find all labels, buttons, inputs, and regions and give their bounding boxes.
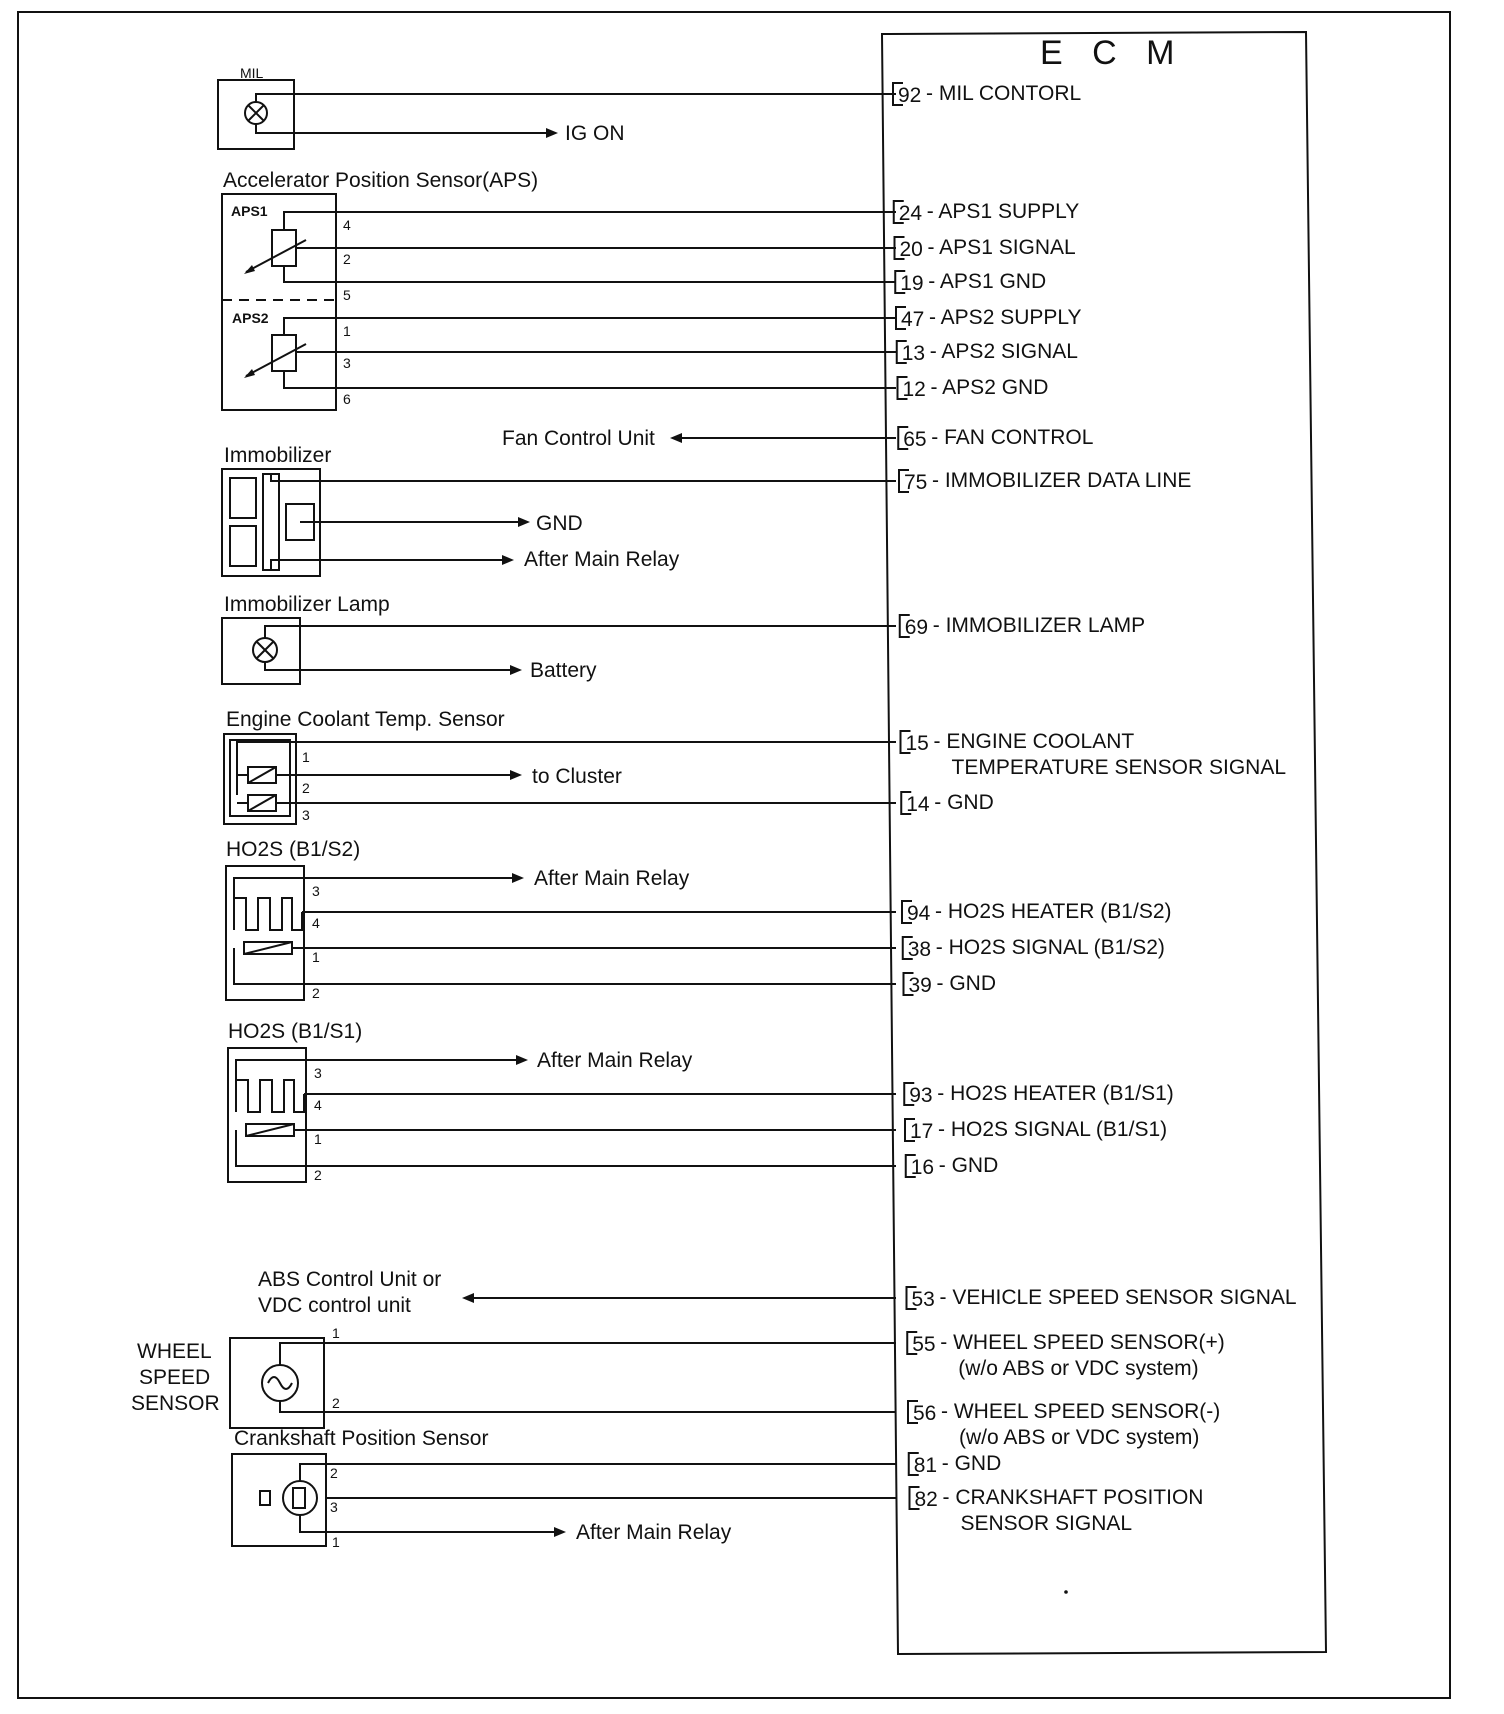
ho2s-pin: 3 [314, 1065, 322, 1081]
ecm-pin-20 [895, 236, 1076, 261]
ecm-pin-number: 56 [913, 1402, 937, 1425]
ecm-pin-92 [893, 82, 1081, 107]
ho2s-pin: 4 [312, 915, 320, 931]
ecm-pin-label: - WHEEL SPEED SENSOR(+) [940, 1331, 1225, 1354]
arrow-icon [546, 128, 558, 138]
ecm-pin-number: 24 [898, 202, 923, 225]
immobilizer-dest-relay: After Main Relay [524, 548, 680, 571]
arrow-icon [512, 873, 524, 883]
arrow-icon [518, 517, 530, 527]
arrow-icon [516, 1055, 528, 1065]
arrow-icon [670, 433, 682, 443]
wire [271, 474, 896, 481]
thermistor-icon [248, 767, 276, 811]
ecm-pin-93 [904, 1082, 1174, 1107]
lamp-icon [245, 102, 267, 124]
ect-pin: 2 [302, 780, 310, 796]
immobilizer-component [222, 444, 896, 576]
ecm-pin-69 [900, 614, 1145, 639]
ecm-pin-label: - HO2S SIGNAL (B1/S1) [938, 1118, 1168, 1141]
ho2s-b1s1-box [228, 1048, 306, 1182]
ckp-pin: 1 [332, 1534, 340, 1550]
ect-pin: 1 [302, 749, 310, 765]
mil-dest: IG ON [565, 122, 625, 145]
ecm-pin-number: 15 [905, 732, 929, 755]
wss-pin: 1 [332, 1325, 340, 1341]
ecm-pin-number: 53 [911, 1288, 935, 1311]
ecm-pin-label-continued: (w/o ABS or VDC system) [959, 1426, 1200, 1449]
ecm-pin-75 [899, 469, 1191, 494]
ecm-pin-81 [909, 1452, 1002, 1477]
ecm-pin-16 [906, 1154, 999, 1179]
ecm-pin-label: - APS1 SIGNAL [927, 236, 1076, 259]
wss-line2: SPEED [139, 1366, 211, 1389]
ckp-title: Crankshaft Position Sensor [234, 1427, 489, 1450]
ecm-pin-13 [897, 340, 1078, 365]
ecm-pin-14 [901, 791, 994, 816]
ho2s-pin: 2 [314, 1167, 322, 1183]
wss-line1: WHEEL [137, 1340, 212, 1363]
ecm-pin-number: 38 [907, 938, 932, 961]
immobilizer-lamp-component [222, 593, 896, 684]
mil-title: MIL [240, 65, 264, 81]
immobilizer-lamp-title: Immobilizer Lamp [224, 593, 390, 616]
ecm-pin-label: - WHEEL SPEED SENSOR(-) [941, 1400, 1221, 1423]
wire [265, 662, 512, 670]
aps-pin: 1 [343, 323, 351, 339]
ecm-pin-label: - HO2S SIGNAL (B1/S2) [935, 936, 1165, 959]
wire [280, 1401, 896, 1412]
o2-sensor-icon [246, 1124, 294, 1136]
wire [284, 266, 896, 282]
abs-line2: VDC control unit [258, 1294, 411, 1317]
ecm-pin-label-continued: TEMPERATURE SENSOR SIGNAL [951, 756, 1287, 779]
wss-line3: SENSOR [131, 1392, 220, 1415]
ect-dest: to Cluster [532, 765, 622, 788]
ecm-pin-label: - APS1 SUPPLY [926, 200, 1080, 223]
ecm-pin-label: - HO2S HEATER (B1/S1) [937, 1082, 1174, 1105]
mil-box [218, 80, 294, 149]
ecm-pin-24 [894, 200, 1080, 225]
immobilizer-title: Immobilizer [224, 444, 332, 467]
ecm-pin-number: 12 [902, 378, 926, 401]
ecm-pin-label: - IMMOBILIZER DATA LINE [932, 469, 1192, 492]
ecm-pin-label: - GND [941, 1452, 1002, 1475]
ecm-pin-65 [898, 426, 1093, 451]
ecm-pin-38 [903, 936, 1165, 961]
ecm-pin-12 [898, 376, 1049, 401]
ecm-pin-label: - FAN CONTROL [931, 426, 1094, 449]
ecm-pin-number: 92 [898, 84, 922, 107]
arrow-icon [502, 555, 514, 565]
ecm-pin-number: 65 [903, 428, 927, 451]
ect-component [224, 708, 896, 824]
ho2s-pin: 4 [314, 1097, 322, 1113]
ho2s-b1s2-title: HO2S (B1/S2) [226, 838, 361, 861]
aps-pin: 2 [343, 251, 351, 267]
ect-title: Engine Coolant Temp. Sensor [226, 708, 505, 731]
ho2s-b1s1-component [228, 1020, 896, 1183]
wire [280, 1343, 896, 1365]
immobilizer-lamp-box [222, 618, 300, 684]
wire [234, 948, 896, 984]
ho2s-b1s1-dest: After Main Relay [537, 1049, 693, 1072]
ckp-dest: After Main Relay [576, 1521, 732, 1544]
ho2s-pin: 2 [312, 985, 320, 1001]
ecm-pin-number: 17 [910, 1120, 934, 1143]
aps-pin: 5 [343, 287, 351, 303]
ecm-pin-label: - APS1 GND [928, 270, 1047, 293]
ecm-pin-94 [902, 900, 1172, 925]
ecm-pin-label: - APS2 GND [930, 376, 1049, 399]
wire [284, 212, 896, 230]
fan-component [502, 427, 896, 450]
ecm-pin-list [893, 82, 1297, 1535]
ecm-pin-39 [904, 972, 997, 997]
potentiometer-icon [244, 335, 306, 378]
abs-line1: ABS Control Unit or [258, 1268, 442, 1291]
o2-sensor-icon [244, 942, 292, 954]
wire [271, 560, 504, 570]
ecm-pin-47 [896, 306, 1082, 331]
ecm-pin-number: 93 [909, 1084, 933, 1107]
hall-sensor-icon [260, 1481, 317, 1515]
ect-pin: 3 [302, 807, 310, 823]
wire [236, 1130, 896, 1166]
aps1-label: APS1 [231, 203, 268, 219]
potentiometer-icon [244, 230, 306, 274]
crankshaft-sensor-component [232, 1427, 896, 1550]
ecm-pin-label: - VEHICLE SPEED SENSOR SIGNAL [939, 1286, 1297, 1309]
ecm-pin-label-continued: SENSOR SIGNAL [960, 1512, 1133, 1535]
wire [256, 94, 896, 102]
arrow-icon [510, 665, 522, 675]
wss-box [230, 1338, 324, 1428]
ho2s-b1s1-title: HO2S (B1/S1) [228, 1020, 363, 1043]
ecm-pin-number: 19 [900, 272, 924, 295]
heater-icon [236, 1080, 304, 1112]
ho2s-pin: 1 [312, 949, 320, 965]
ecm-pin-56 [908, 1400, 1220, 1449]
arrow-icon [462, 1293, 474, 1303]
ecm-title: E C M [1040, 34, 1185, 72]
ecm-pin-label: - APS2 SUPPLY [929, 306, 1082, 329]
ecm-pin-55 [907, 1331, 1225, 1380]
ecm-pin-label-continued: (w/o ABS or VDC system) [958, 1357, 1199, 1380]
wire [300, 1515, 556, 1532]
ecm-pin-53 [907, 1286, 1297, 1311]
arrow-icon [510, 770, 522, 780]
wire [236, 1060, 518, 1080]
wire [265, 626, 896, 638]
wire [284, 318, 896, 335]
ecm-pin-number: 14 [906, 793, 930, 816]
ecm-pin-17 [905, 1118, 1167, 1143]
ckp-pin: 3 [330, 1499, 338, 1515]
ckp-pin: 2 [330, 1465, 338, 1481]
ecm-pin-label: - GND [936, 972, 996, 995]
ecm-pin-number: 55 [912, 1333, 936, 1356]
aps-pin: 6 [343, 391, 351, 407]
ecm-pin-number: 20 [899, 238, 923, 261]
ho2s-b1s2-box [226, 866, 304, 1000]
ecm-pin-number: 69 [904, 616, 929, 639]
ecm-pin-number: 47 [901, 308, 925, 331]
ecm-pin-82 [910, 1486, 1204, 1535]
ac-sensor-icon [262, 1365, 298, 1401]
aps-box [222, 194, 336, 410]
speck [1064, 1590, 1068, 1594]
ecm-pin-label: - CRANKSHAFT POSITION [942, 1486, 1204, 1509]
wire [300, 1464, 896, 1481]
aps-pin: 3 [343, 355, 351, 371]
wire [284, 371, 896, 388]
ecm-pin-15 [901, 730, 1287, 779]
aps-title: Accelerator Position Sensor(APS) [223, 169, 539, 192]
ecm-pin-label: - MIL CONTORL [926, 82, 1082, 105]
ecm-pin-number: 82 [914, 1488, 938, 1511]
wire [234, 878, 514, 898]
ecm-pin-label: - ENGINE COOLANT [933, 730, 1135, 753]
heater-icon [234, 898, 302, 930]
ecm-pin-number: 39 [908, 974, 932, 997]
aps-component [222, 169, 896, 410]
wss-pin: 2 [332, 1395, 340, 1411]
ecm-pin-label: - IMMOBILIZER LAMP [932, 614, 1146, 637]
ecm-pin-label: - HO2S HEATER (B1/S2) [935, 900, 1172, 923]
ecm-pin-label: - GND [938, 1154, 999, 1177]
ecm-pin-label: - GND [934, 791, 994, 814]
immobilizer-dest-gnd: GND [536, 512, 583, 535]
aps2-label: APS2 [232, 310, 269, 326]
immobilizer-lamp-dest: Battery [530, 659, 597, 682]
ecm-pin-number: 75 [904, 471, 928, 494]
ecm-pin-number: 81 [913, 1454, 938, 1477]
ecm-pin-number: 94 [907, 902, 931, 925]
ecm-pin-number: 16 [910, 1156, 935, 1179]
mil-component [218, 65, 896, 149]
ecm-pin-label: - APS2 SIGNAL [929, 340, 1078, 363]
wire [256, 124, 548, 133]
ecm-pin-19 [895, 270, 1046, 295]
arrow-icon [554, 1527, 566, 1537]
wheel-speed-sensor-component [131, 1325, 896, 1428]
ho2s-pin: 3 [312, 883, 320, 899]
abs-component [258, 1268, 896, 1317]
fan-title: Fan Control Unit [502, 427, 655, 450]
aps-pin: 4 [343, 217, 351, 233]
ho2s-pin: 1 [314, 1131, 322, 1147]
ecm-pin-number: 13 [901, 342, 926, 365]
lamp-icon [253, 638, 277, 662]
ho2s-b1s2-component [226, 838, 896, 1001]
ho2s-b1s2-dest: After Main Relay [534, 867, 690, 890]
